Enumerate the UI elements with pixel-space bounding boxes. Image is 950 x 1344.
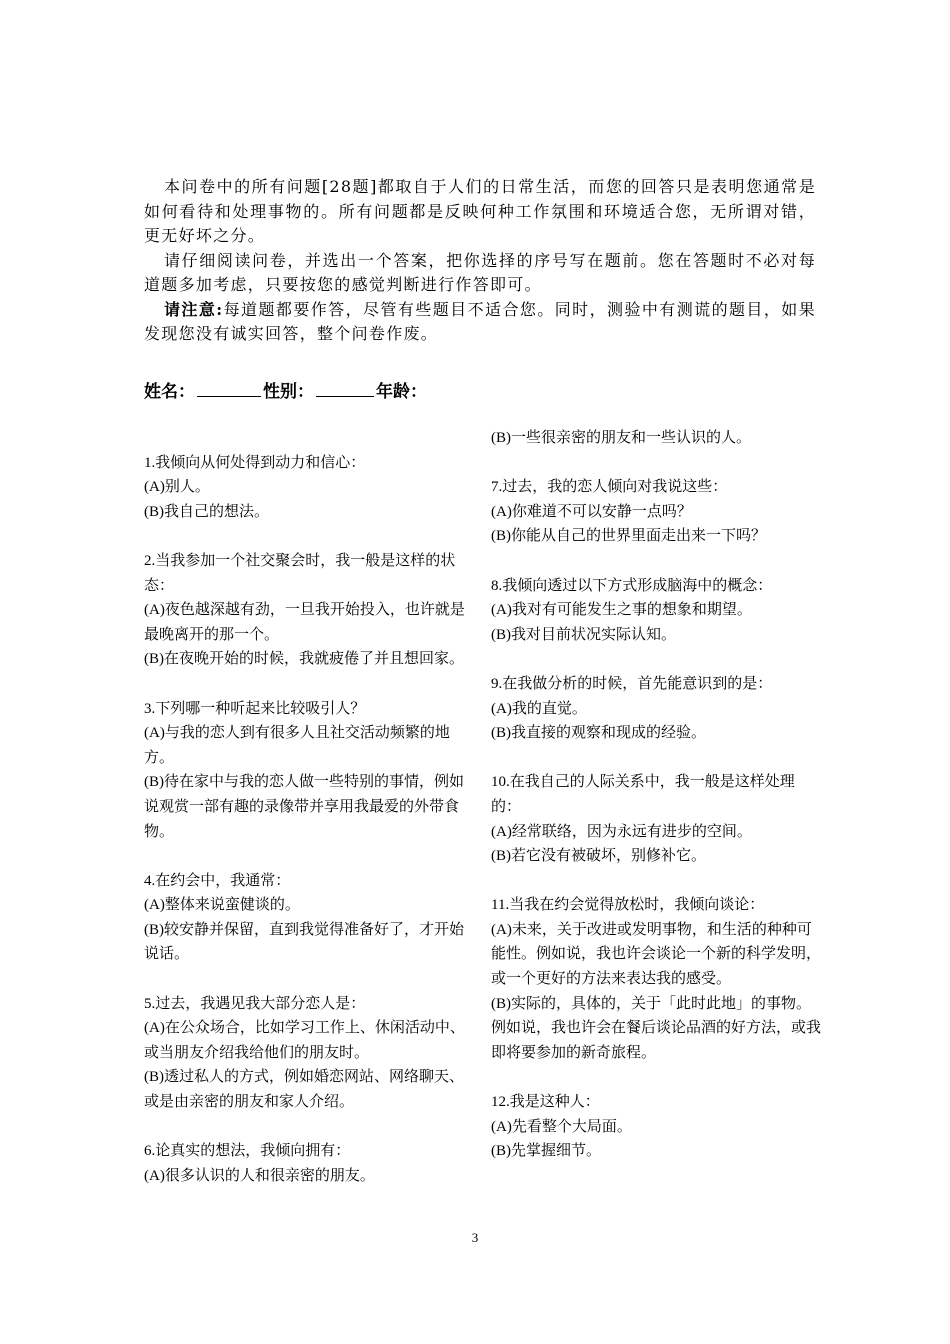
question-item bbox=[491, 770, 821, 868]
option-b: (B)透过私人的方式，例如婚恋网站、网络聊天、或是由亲密的朋友和家人介绍。 bbox=[144, 1069, 464, 1111]
question-title: 4.在约会中，我通常： bbox=[144, 872, 291, 889]
option-b: (B)你能从自己的世界里面走出来一下吗？ bbox=[491, 528, 766, 545]
question-title: 12.我是这种人： bbox=[491, 1094, 600, 1111]
instruction-paragraph-2: 请仔细阅读问卷，并选出一个答案，把你选择的序号写在题前。您在答题时不必对每道题多加考虑，只要按您的感觉判断进行作答即可。 bbox=[144, 250, 816, 294]
option-b: (B)一些很亲密的朋友和一些认识的人。 bbox=[491, 430, 751, 446]
instruction-paragraph-1: 本问卷中的所有问题[28题]都取自于人们的日常生活，而您的回答只是表明您通常是如何看待和处理事物的。所有问题都是反映何种工作氛围和环境适合您，无所谓对错，更无好坏之分。 bbox=[144, 177, 816, 245]
question-title: 11.当我在约会觉得放松时，我倾向谈论： bbox=[491, 897, 765, 914]
question-title: 10.在我自己的人际关系中，我一般是这样处理的： bbox=[491, 774, 795, 815]
option-a: (A)先看整个大局面。 bbox=[491, 1118, 632, 1135]
question-item bbox=[144, 869, 474, 967]
option-b: (B)我直接的观察和现成的经验。 bbox=[491, 725, 706, 742]
option-b: (B)先掌握细节。 bbox=[491, 1143, 601, 1160]
option-a: (A)与我的恋人到有很多人且社交活动频繁的地方。 bbox=[144, 725, 450, 766]
notice-label: 请注意: bbox=[164, 299, 224, 319]
option-a: (A)别人。 bbox=[144, 479, 210, 496]
question-title: 5.过去，我遇见我大部分恋人是： bbox=[144, 995, 366, 1012]
name-label: 姓名： bbox=[144, 382, 195, 402]
question-continuation bbox=[491, 426, 821, 451]
question-column-left bbox=[144, 426, 474, 1213]
question-title: 2.当我参加一个社交聚会时，我一般是这样的状态： bbox=[144, 552, 456, 594]
notice-text: 每道题都要作答，尽管有些题目不适合您。同时，测验中有测谎的题目，如果发现您没有诚实回答，整个问卷作废。 bbox=[144, 299, 817, 343]
question-title: 8.我倾向透过以下方式形成脑海中的概念： bbox=[491, 577, 773, 594]
column-spacer bbox=[144, 426, 474, 451]
page-number: 3 bbox=[471, 1230, 479, 1245]
option-a: (A)未来，关于改进或发明事物，和生活的种种可能性。例如说，我也许会谈论一个新的科学发明，或一个更好的方法来表达我的感受。 bbox=[491, 921, 822, 988]
option-a: (A)很多认识的人和很亲密的朋友。 bbox=[144, 1167, 375, 1184]
option-b: (B)在夜晚开始的时候，我就疲倦了并且想回家。 bbox=[144, 651, 464, 668]
option-a: (A)我对有可能发生之事的想象和期望。 bbox=[491, 602, 752, 619]
gender-label: 性别： bbox=[263, 382, 314, 402]
respondent-fields bbox=[144, 377, 427, 402]
question-item bbox=[144, 451, 474, 525]
question-item bbox=[144, 697, 474, 845]
question-title: 9.在我做分析的时候，首先能意识到的是： bbox=[491, 675, 773, 692]
question-title: 3.下列哪一种听起来比较吸引人？ bbox=[144, 700, 366, 717]
question-item bbox=[491, 475, 821, 549]
option-a: (A)整体来说蛮健谈的。 bbox=[144, 897, 300, 914]
option-a: (A)在公众场合，比如学习工作上、休闲活动中、或当朋友介绍我给他们的朋友时。 bbox=[144, 1020, 465, 1061]
option-b: (B)实际的，具体的，关于「此时此地」的事物。例如说，我也许会在餐后谈论品酒的好方法，或我即将要参加的新奇旅程。 bbox=[491, 995, 822, 1061]
name-blank[interactable] bbox=[197, 395, 261, 397]
option-a: (A)你难道不可以安静一点吗？ bbox=[491, 503, 692, 520]
question-item bbox=[144, 549, 474, 672]
question-item bbox=[144, 1139, 474, 1188]
question-item bbox=[491, 1090, 821, 1164]
option-b: (B)我对目前状况实际认知。 bbox=[491, 626, 676, 643]
notice-paragraph bbox=[144, 298, 816, 347]
option-a: (A)经常联络，因为永远有进步的空间。 bbox=[491, 823, 752, 840]
option-b: (B)我自己的想法。 bbox=[144, 503, 269, 520]
option-a: (A)夜色越深越有劲，一旦我开始投入，也许就是最晚离开的那一个。 bbox=[144, 602, 465, 643]
question-item bbox=[491, 893, 821, 1065]
gender-blank[interactable] bbox=[316, 395, 374, 397]
question-item bbox=[491, 672, 821, 746]
question-item bbox=[491, 574, 821, 648]
question-title: 1.我倾向从何处得到动力和信心： bbox=[144, 454, 366, 471]
instructions bbox=[144, 175, 816, 347]
option-a: (A)我的直觉。 bbox=[491, 700, 587, 717]
question-column-right bbox=[491, 426, 821, 1188]
question-title: 7.过去，我的恋人倾向对我说这些： bbox=[491, 479, 728, 496]
question-item bbox=[144, 992, 474, 1115]
age-label: 年龄： bbox=[376, 382, 427, 402]
question-title: 6.论真实的想法，我倾向拥有： bbox=[144, 1143, 351, 1160]
option-b: (B)若它没有被破坏，别修补它。 bbox=[491, 848, 706, 865]
option-b: (B)待在家中与我的恋人做一些特别的事情，例如说观赏一部有趣的录像带并享用我最爱的外带食物。 bbox=[144, 774, 464, 840]
option-b: (B)较安静并保留，直到我觉得准备好了，才开始说话。 bbox=[144, 921, 464, 963]
